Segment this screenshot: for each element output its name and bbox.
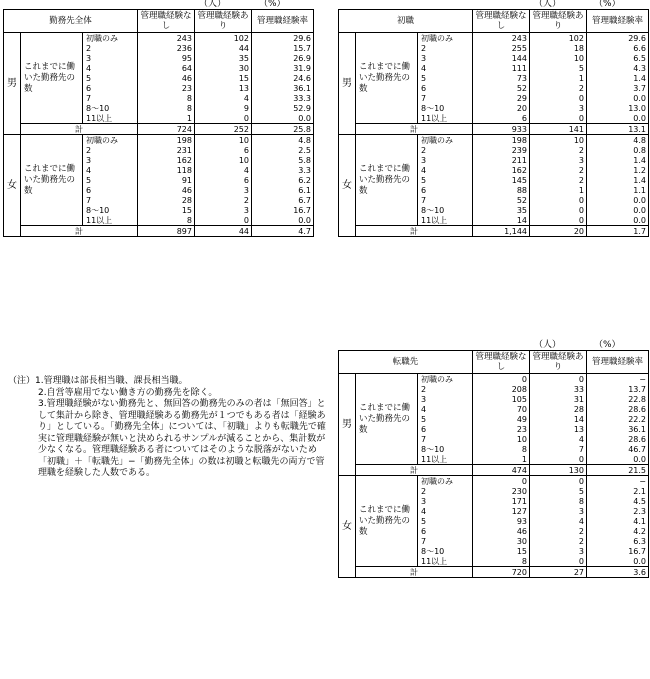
table-title: 初職 [339, 10, 473, 33]
table-cell: 46 [473, 526, 530, 536]
table-cell: 0 [195, 215, 252, 226]
row-label: 8〜10 [418, 444, 473, 454]
table-cell: 6.7 [252, 195, 314, 205]
table-cell: 211 [473, 155, 530, 165]
row-label: 7 [418, 434, 473, 444]
table-cell: 2.1 [587, 486, 649, 496]
table-cell: 1 [473, 454, 530, 465]
sex-label: 女 [339, 476, 356, 578]
table-cell: 15 [195, 73, 252, 83]
row-label: 11以上 [418, 113, 473, 124]
table-cell: 2 [530, 526, 587, 536]
total-cell: 1,144 [473, 226, 530, 237]
row-label: 初職のみ [418, 33, 473, 44]
row-label: 4 [418, 404, 473, 414]
table-row [4, 135, 314, 146]
row-label: 2 [418, 145, 473, 155]
table-cell: 14 [530, 414, 587, 424]
table-cell: 162 [473, 165, 530, 175]
row-label: 7 [418, 93, 473, 103]
group-label: これまでに働いた勤務先の数 [21, 33, 83, 124]
row-label: 6 [418, 185, 473, 195]
row-label: 2 [83, 43, 138, 53]
total-cell: 141 [530, 124, 587, 135]
table-cell: 111 [473, 63, 530, 73]
group-label: これまでに働いた勤務先の数 [356, 476, 418, 567]
total-cell: 474 [473, 465, 530, 476]
table-cell: 3.7 [587, 83, 649, 93]
table-cell: 15 [473, 546, 530, 556]
table-cell: 18 [530, 43, 587, 53]
table-cell: 1 [138, 113, 195, 124]
table-cell: 23 [473, 424, 530, 434]
table-cell: 3 [530, 103, 587, 113]
table-cell: 0 [473, 374, 530, 385]
row-label: 初職のみ [418, 476, 473, 487]
row-label: 4 [418, 506, 473, 516]
table-cell: 46 [138, 73, 195, 83]
table-cell: 3 [195, 185, 252, 195]
table-cell: 8 [473, 444, 530, 454]
table-cell: 2 [530, 145, 587, 155]
column-header: 管理職経験なし [473, 10, 530, 33]
unit-percent: （%） [594, 340, 621, 350]
table-cell: 10 [473, 434, 530, 444]
table-cell: 0 [530, 476, 587, 487]
table-cell: 118 [138, 165, 195, 175]
total-row [339, 567, 649, 578]
total-cell: 252 [195, 124, 252, 135]
sex-label: 女 [339, 135, 356, 237]
total-cell: 724 [138, 124, 195, 135]
table-cell: 5.8 [252, 155, 314, 165]
row-label: 2 [418, 384, 473, 394]
total-cell: 44 [195, 226, 252, 237]
row-label: 3 [418, 496, 473, 506]
group-label: これまでに働いた勤務先の数 [356, 374, 418, 465]
row-label: 2 [418, 43, 473, 53]
row-label: 8〜10 [83, 103, 138, 113]
total-cell: 130 [530, 465, 587, 476]
table-cell: 8 [138, 215, 195, 226]
table-cell: 16.7 [252, 205, 314, 215]
table-cell: 36.1 [252, 83, 314, 93]
table-cell: 31.9 [252, 63, 314, 73]
total-label: 計 [356, 226, 473, 237]
table-cell: 10 [530, 53, 587, 63]
table-cell: 70 [473, 404, 530, 414]
table-cell: 23 [138, 83, 195, 93]
table-cell: 30 [473, 536, 530, 546]
table-block-first-job [338, 0, 649, 340]
unit-persons: （人） [534, 340, 562, 350]
table-cell: 0.0 [587, 113, 649, 124]
table-cell: 4 [530, 434, 587, 444]
unit-percent: （%） [594, 0, 621, 9]
table-cell: 15 [138, 205, 195, 215]
table-cell: 28 [530, 404, 587, 414]
table-cell: 8 [530, 496, 587, 506]
table-row [4, 33, 314, 44]
table-cell: 14 [473, 215, 530, 226]
table-cell: 0 [530, 205, 587, 215]
table-cell: − [587, 476, 649, 487]
total-cell: 933 [473, 124, 530, 135]
total-label: 計 [21, 226, 138, 237]
table-cell: 2 [530, 165, 587, 175]
unit-percent: （%） [259, 0, 286, 9]
table-cell: 2 [530, 536, 587, 546]
column-header: 管理職経験なし [473, 351, 530, 374]
table-cell: 73 [473, 73, 530, 83]
unit-labels [338, 341, 649, 350]
table-cell: 1.2 [587, 165, 649, 175]
table-cell: 5 [530, 63, 587, 73]
unit-persons: （人） [534, 0, 562, 9]
table-cell: 13.7 [587, 384, 649, 394]
table-cell: 8 [138, 103, 195, 113]
table-cell: 0.0 [587, 205, 649, 215]
table-block-job-change [338, 341, 649, 679]
table-cell: 0.8 [587, 145, 649, 155]
table-cell: 22.2 [587, 414, 649, 424]
total-row [339, 124, 649, 135]
total-cell: 25.8 [252, 124, 314, 135]
total-label: 計 [356, 465, 473, 476]
table-cell: 5 [530, 486, 587, 496]
row-label: 7 [83, 93, 138, 103]
row-label: 初職のみ [418, 374, 473, 385]
total-cell: 1.7 [587, 226, 649, 237]
row-label: 6 [418, 526, 473, 536]
table-cell: − [587, 374, 649, 385]
table-cell: 3.3 [252, 165, 314, 175]
row-label: 3 [83, 155, 138, 165]
table-cell: 0.0 [587, 195, 649, 205]
row-label: 5 [83, 175, 138, 185]
table-cell: 1 [530, 185, 587, 195]
row-label: 5 [418, 73, 473, 83]
table-cell: 8 [473, 556, 530, 567]
table-cell: 95 [138, 53, 195, 63]
table-cell: 6.6 [587, 43, 649, 53]
table-cell: 93 [473, 516, 530, 526]
table-cell: 0.0 [587, 454, 649, 465]
table-cell: 198 [138, 135, 195, 146]
note-3: 3.管理職経験がない勤務先と、無回答の勤務先のみの者は「無回答」として集計から除き、管理職経験ある勤務先が１つでもある者は「経験あり」としている。「勤務先全体」については、「初職」よりも転職先で確実に管理職経験が無いと決められるサンプルが減ることから、集計数が少なくなる。管理職経験ある者についてはそのような脱落がないため「初職」＋「転職先」−「勤務先全体」の数は初職と転職先の両方で管理職を経験した人数である。 [38, 399, 326, 478]
table-cell: 44 [195, 43, 252, 53]
table-cell: 52 [473, 83, 530, 93]
table-cell: 0 [530, 195, 587, 205]
table-cell: 16.7 [587, 546, 649, 556]
table-cell: 46.7 [587, 444, 649, 454]
sex-label: 男 [339, 33, 356, 135]
row-label: 5 [83, 73, 138, 83]
table-cell: 15.7 [252, 43, 314, 53]
table-cell: 4.2 [587, 526, 649, 536]
table-cell: 171 [473, 496, 530, 506]
row-label: 4 [83, 63, 138, 73]
table-cell: 0 [530, 93, 587, 103]
table-cell: 0 [530, 374, 587, 385]
total-cell: 3.6 [587, 567, 649, 578]
table-cell: 88 [473, 185, 530, 195]
row-label: 6 [83, 83, 138, 93]
data-table [338, 9, 649, 237]
table-cell: 1 [530, 73, 587, 83]
table-title: 転職先 [339, 351, 473, 374]
table-cell: 29.6 [587, 33, 649, 44]
table-cell: 22.8 [587, 394, 649, 404]
row-label: 初職のみ [83, 33, 138, 44]
row-label: 11以上 [83, 113, 138, 124]
note-2: 2.自営等雇用でない働き方の勤務先を除く。 [38, 387, 218, 398]
total-label: 計 [21, 124, 138, 135]
table-cell: 13 [530, 424, 587, 434]
table-cell: 0 [530, 556, 587, 567]
table-cell: 10 [195, 135, 252, 146]
table-cell: 4 [195, 165, 252, 175]
table-cell: 6.1 [252, 185, 314, 195]
table-cell: 145 [473, 175, 530, 185]
table-cell: 198 [473, 135, 530, 146]
total-cell: 720 [473, 567, 530, 578]
table-cell: 4 [530, 516, 587, 526]
table-cell: 35 [473, 205, 530, 215]
unit-labels [338, 0, 649, 9]
table-row [339, 374, 649, 385]
table-cell: 3 [530, 546, 587, 556]
table-row [339, 476, 649, 487]
table-cell: 4.3 [587, 63, 649, 73]
table-cell: 52 [473, 195, 530, 205]
row-label: 2 [83, 145, 138, 155]
table-cell: 36.1 [587, 424, 649, 434]
sex-label: 女 [4, 135, 21, 237]
row-label: 2 [418, 486, 473, 496]
column-header: 管理職経験あり [530, 10, 587, 33]
table-cell: 2 [530, 83, 587, 93]
table-cell: 0.0 [587, 215, 649, 226]
table-cell: 0.0 [252, 113, 314, 124]
table-cell: 0 [195, 113, 252, 124]
table-cell: 236 [138, 43, 195, 53]
table-cell: 49 [473, 414, 530, 424]
table-cell: 0.0 [252, 215, 314, 226]
table-cell: 33 [530, 384, 587, 394]
table-cell: 1.4 [587, 175, 649, 185]
table-cell: 208 [473, 384, 530, 394]
table-cell: 231 [138, 145, 195, 155]
table-cell: 3 [530, 155, 587, 165]
table-cell: 33.3 [252, 93, 314, 103]
group-label: これまでに働いた勤務先の数 [356, 135, 418, 226]
notes [8, 376, 333, 480]
column-header: 管理職経験あり [195, 10, 252, 33]
table-cell: 29 [473, 93, 530, 103]
row-label: 11以上 [418, 556, 473, 567]
table-cell: 9 [195, 103, 252, 113]
table-row [339, 135, 649, 146]
table-cell: 29.6 [252, 33, 314, 44]
table-cell: 4.8 [587, 135, 649, 146]
table-cell: 4.1 [587, 516, 649, 526]
table-cell: 26.9 [252, 53, 314, 63]
total-cell: 21.5 [587, 465, 649, 476]
table-cell: 6.3 [587, 536, 649, 546]
total-cell: 27 [530, 567, 587, 578]
data-table [338, 350, 649, 578]
table-cell: 13.0 [587, 103, 649, 113]
row-label: 8〜10 [418, 205, 473, 215]
table-cell: 1.4 [587, 73, 649, 83]
note-1: （注）1.管理職は部長相当職、課長相当職。 [8, 376, 188, 386]
table-cell: 31 [530, 394, 587, 404]
table-cell: 28.6 [587, 404, 649, 414]
table-cell: 20 [473, 103, 530, 113]
row-label: 5 [418, 175, 473, 185]
table-title: 勤務先全体 [4, 10, 138, 33]
row-label: 7 [418, 195, 473, 205]
row-label: 4 [418, 63, 473, 73]
table-cell: 230 [473, 486, 530, 496]
table-cell: 46 [138, 185, 195, 195]
sex-label: 男 [339, 374, 356, 476]
row-label: 8〜10 [418, 546, 473, 556]
row-label: 6 [83, 185, 138, 195]
table-cell: 2.5 [252, 145, 314, 155]
total-cell: 13.1 [587, 124, 649, 135]
total-row [4, 124, 314, 135]
row-label: 4 [418, 165, 473, 175]
row-label: 11以上 [83, 215, 138, 226]
table-cell: 64 [138, 63, 195, 73]
table-cell: 28.6 [587, 434, 649, 444]
table-cell: 105 [473, 394, 530, 404]
table-block-overall [3, 0, 314, 340]
row-label: 6 [418, 424, 473, 434]
table-cell: 243 [473, 33, 530, 44]
total-cell: 20 [530, 226, 587, 237]
row-label: 3 [83, 53, 138, 63]
row-label: 6 [418, 83, 473, 93]
table-cell: 102 [530, 33, 587, 44]
table-cell: 91 [138, 175, 195, 185]
total-label: 計 [356, 567, 473, 578]
table-cell: 10 [530, 135, 587, 146]
table-cell: 239 [473, 145, 530, 155]
row-label: 3 [418, 155, 473, 165]
table-row [339, 33, 649, 44]
table-cell: 144 [473, 53, 530, 63]
row-label: 7 [418, 536, 473, 546]
column-header: 管理職経験率 [587, 10, 649, 33]
row-label: 3 [418, 53, 473, 63]
table-cell: 162 [138, 155, 195, 165]
total-row [4, 226, 314, 237]
row-label: 初職のみ [418, 135, 473, 146]
row-label: 11以上 [418, 454, 473, 465]
table-cell: 6.5 [587, 53, 649, 63]
sex-label: 男 [4, 33, 21, 135]
table-cell: 255 [473, 43, 530, 53]
table-cell: 35 [195, 53, 252, 63]
row-label: 5 [418, 516, 473, 526]
table-cell: 2 [195, 195, 252, 205]
column-header: 管理職経験率 [587, 351, 649, 374]
table-cell: 243 [138, 33, 195, 44]
table-cell: 30 [195, 63, 252, 73]
table-cell: 52.9 [252, 103, 314, 113]
unit-persons: （人） [199, 0, 227, 9]
column-header: 管理職経験あり [530, 351, 587, 374]
row-label: 4 [83, 165, 138, 175]
table-cell: 6 [473, 113, 530, 124]
table-cell: 2 [530, 175, 587, 185]
table-cell: 4.5 [587, 496, 649, 506]
row-label: 5 [418, 414, 473, 424]
table-cell: 127 [473, 506, 530, 516]
total-cell: 4.7 [252, 226, 314, 237]
row-label: 8〜10 [83, 205, 138, 215]
total-label: 計 [356, 124, 473, 135]
table-cell: 0 [530, 454, 587, 465]
table-cell: 3 [530, 506, 587, 516]
table-cell: 0 [473, 476, 530, 487]
total-cell: 897 [138, 226, 195, 237]
table-cell: 2.3 [587, 506, 649, 516]
table-cell: 3 [195, 205, 252, 215]
table-cell: 6 [195, 145, 252, 155]
row-label: 初職のみ [83, 135, 138, 146]
unit-labels [3, 0, 314, 9]
table-cell: 6 [195, 175, 252, 185]
data-table [3, 9, 314, 237]
table-cell: 8 [138, 93, 195, 103]
table-cell: 13 [195, 83, 252, 93]
table-cell: 1.1 [587, 185, 649, 195]
table-cell: 0.0 [587, 556, 649, 567]
table-cell: 6.2 [252, 175, 314, 185]
table-cell: 0 [530, 113, 587, 124]
table-cell: 24.6 [252, 73, 314, 83]
total-row [339, 226, 649, 237]
table-cell: 4 [195, 93, 252, 103]
total-row [339, 465, 649, 476]
row-label: 7 [83, 195, 138, 205]
table-cell: 10 [195, 155, 252, 165]
column-header: 管理職経験なし [138, 10, 195, 33]
table-cell: 4.8 [252, 135, 314, 146]
column-header: 管理職経験率 [252, 10, 314, 33]
table-cell: 28 [138, 195, 195, 205]
table-cell: 7 [530, 444, 587, 454]
table-cell: 1.4 [587, 155, 649, 165]
table-cell: 102 [195, 33, 252, 44]
table-cell: 0 [530, 215, 587, 226]
row-label: 8〜10 [418, 103, 473, 113]
group-label: これまでに働いた勤務先の数 [356, 33, 418, 124]
group-label: これまでに働いた勤務先の数 [21, 135, 83, 226]
table-cell: 0.0 [587, 93, 649, 103]
row-label: 3 [418, 394, 473, 404]
row-label: 11以上 [418, 215, 473, 226]
